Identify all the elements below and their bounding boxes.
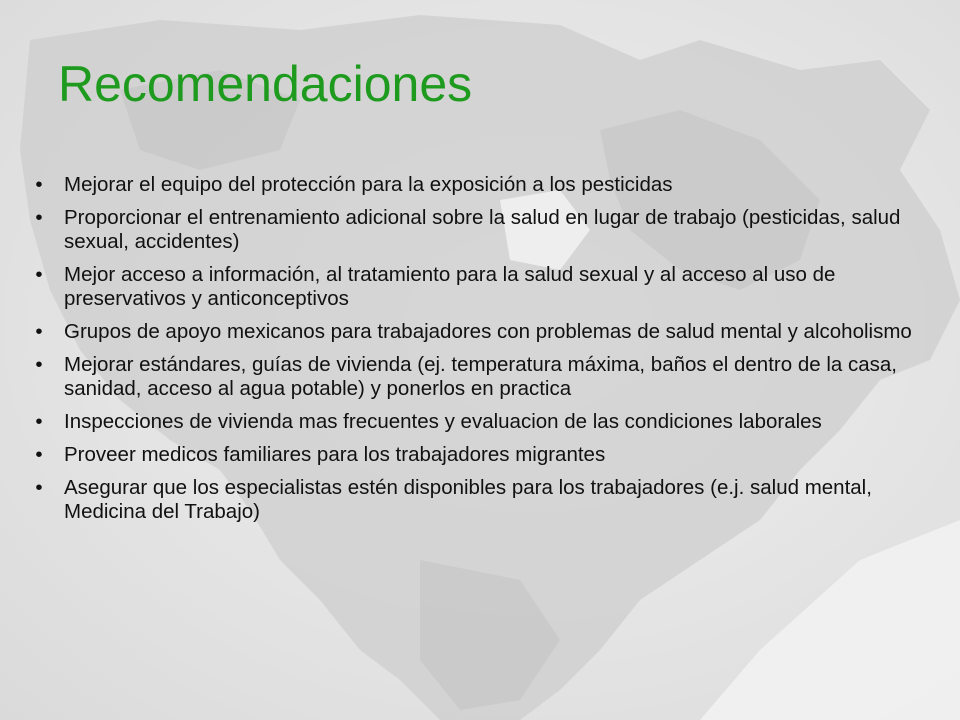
bullet-icon: • [35, 320, 43, 343]
list-item-text: Mejorar el equipo del protección para la exposición a los pesticidas [64, 173, 673, 196]
list-item [32, 410, 912, 434]
list-item [32, 263, 912, 311]
list-item-text: Proveer medicos familiares para los trabajadores migrantes [64, 443, 606, 466]
bullet-icon: • [35, 476, 43, 499]
list-item [32, 320, 912, 344]
bullet-icon: • [35, 206, 43, 229]
bullet-icon: • [35, 443, 43, 466]
list-item [32, 476, 912, 524]
list-item [32, 206, 912, 254]
list-item-text: Mejorar estándares, guías de vivienda (ej. temperatura máxima, baños el dentro de la casa, sanidad, acceso al agua potable) y ponerlos en practica [64, 353, 897, 400]
slide-title: Recomendaciones [58, 56, 473, 112]
list-item [32, 353, 912, 401]
list-item-text: Mejor acceso a información, al tratamiento para la salud sexual y al acceso al uso de preservativos y anticonceptivos [64, 263, 836, 310]
list-item [32, 173, 912, 197]
list-item-text: Proporcionar el entrenamiento adicional sobre la salud en lugar de trabajo (pesticidas, salud sexual, accidentes) [64, 206, 901, 253]
recommendations-list [32, 173, 912, 533]
bullet-icon: • [35, 353, 43, 376]
bullet-icon: • [35, 173, 43, 196]
list-item-text: Grupos de apoyo mexicanos para trabajadores con problemas de salud mental y alcoholismo [64, 320, 912, 343]
list-item-text: Asegurar que los especialistas estén disponibles para los trabajadores (e.j. salud mental, Medicina del Trabajo) [64, 476, 872, 523]
bullet-icon: • [35, 263, 43, 286]
bullet-icon: • [35, 410, 43, 433]
list-item-text: Inspecciones de vivienda mas frecuentes y evaluacion de las condiciones laborales [64, 410, 822, 433]
list-item [32, 443, 912, 467]
